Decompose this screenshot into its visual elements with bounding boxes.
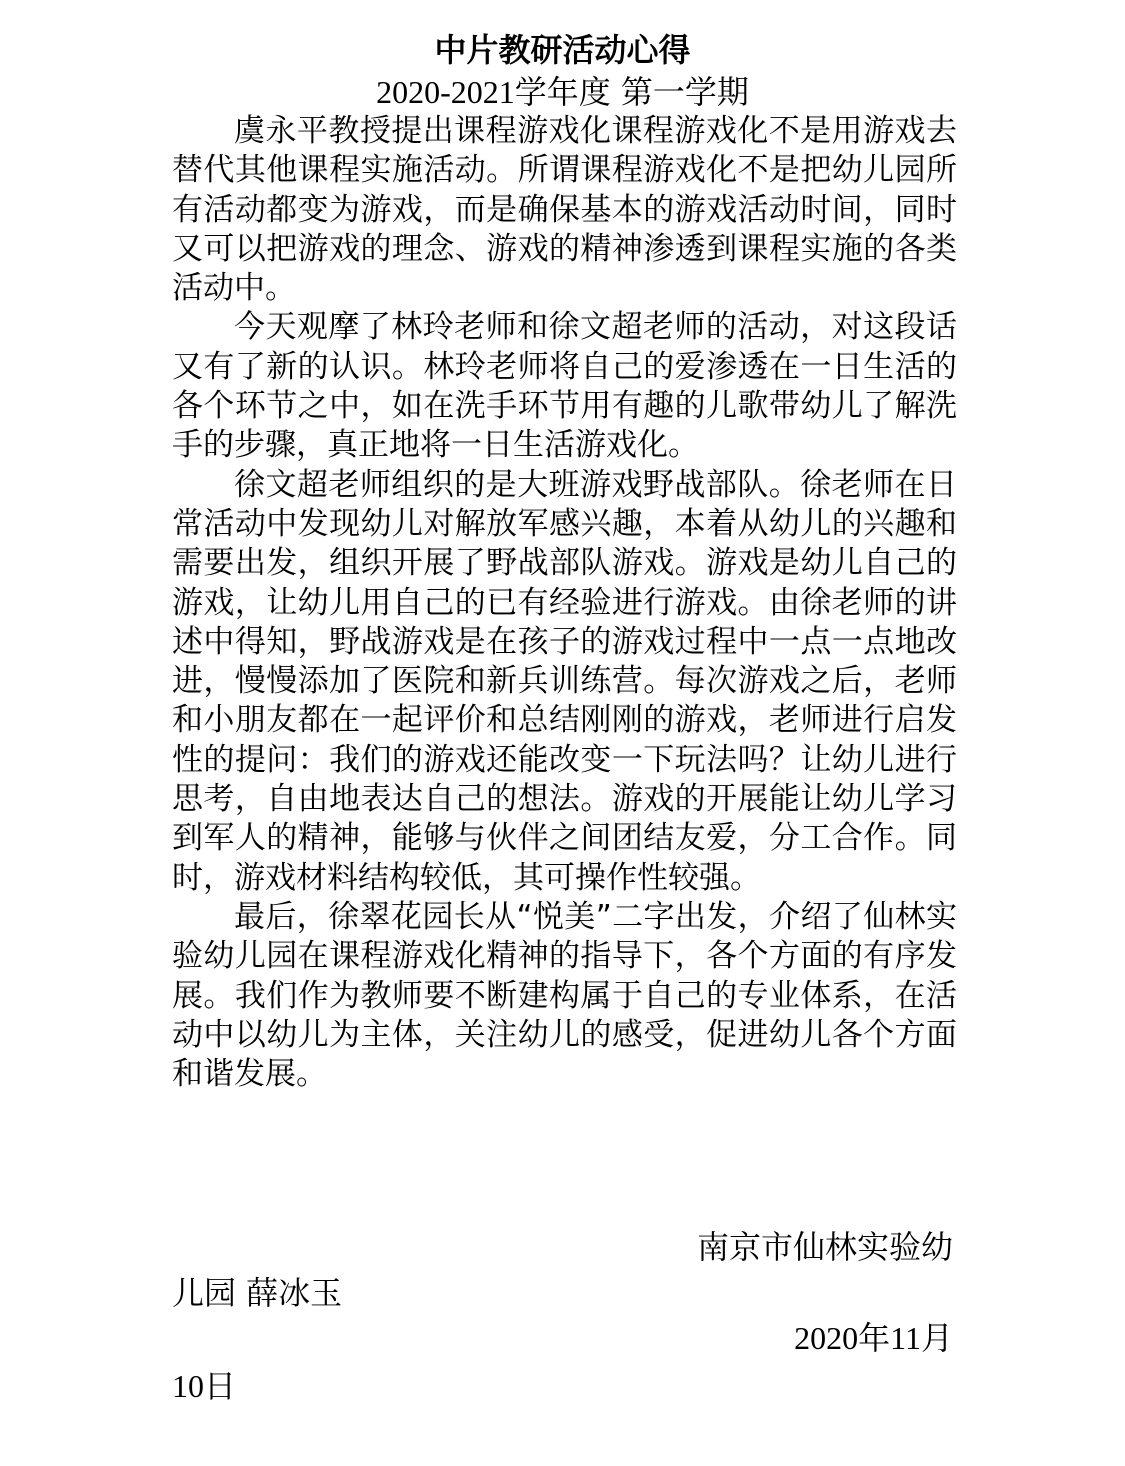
signature-date-line2: 10日 [172,1368,237,1404]
paragraph-4: 最后，徐翠花园长从“悦美”二字出发，介绍了仙林实验幼儿园在课程游戏化精神的指导下，各个方面的有序发展。我们作为教师要不断建构属于自己的专业体系，在活动中以幼儿为主体，关注幼儿的感受，促进幼儿各个方面和谐发展。 [172,898,957,1093]
signature-organization-line1: 南京市仙林实验幼 [696,1228,953,1266]
signature-date-line1: 2020年11月 [794,1320,953,1356]
paragraph-1: 虞永平教授提出课程游戏化课程游戏化不是用游戏去替代其他课程实施活动。所谓课程游戏化不是把幼儿园所有活动都变为游戏，而是确保基本的游戏活动时间，同时又可以把游戏的理念、游戏的精神渗透到课程实施的各类活动中。 [172,113,957,307]
paragraph-2: 今天观摩了林玲老师和徐文超老师的活动，对这段话又有了新的认识。林玲老师将自己的爱渗透在一日生活的各个环节之中，如在洗手环节用有趣的儿歌带幼儿了解洗手的步骤，真正地将一日生活游戏化。 [172,309,957,464]
signature-organization-line2: 儿园 薛冰玉 [172,1274,343,1312]
subtitle-term: 学年度 第一学期 [514,73,749,111]
document-body [172,112,957,1094]
subtitle-year: 2020-2021 [376,74,515,110]
document-title: 中片教研活动心得 [434,31,691,69]
document-subtitle [0,72,1125,112]
paragraph-3: 徐文超老师组织的是大班游戏野战部队。徐老师在日常活动中发现幼儿对解放军感兴趣，本着从幼儿的兴趣和需要出发，组织开展了野战部队游戏。游戏是幼儿自己的游戏，让幼儿用自己的已有经验进行游戏。由徐老师的讲述中得知，野战游戏是在孩子的游戏过程中一点一点地改进，慢慢添加了医院和新兵训练营。每次游戏之后，老师和小朋友都在一起评价和总结刚刚的游戏，老师进行启发性的提问：我们的游戏还能改变一下玩法吗？让幼儿进行思考，自由地表达自己的想法。游戏的开展能让幼儿学习到军人的精神，能够与伙伴之间团结友爱，分工合作。同时，游戏材料结构较低，其可操作性较强。 [172,466,957,896]
